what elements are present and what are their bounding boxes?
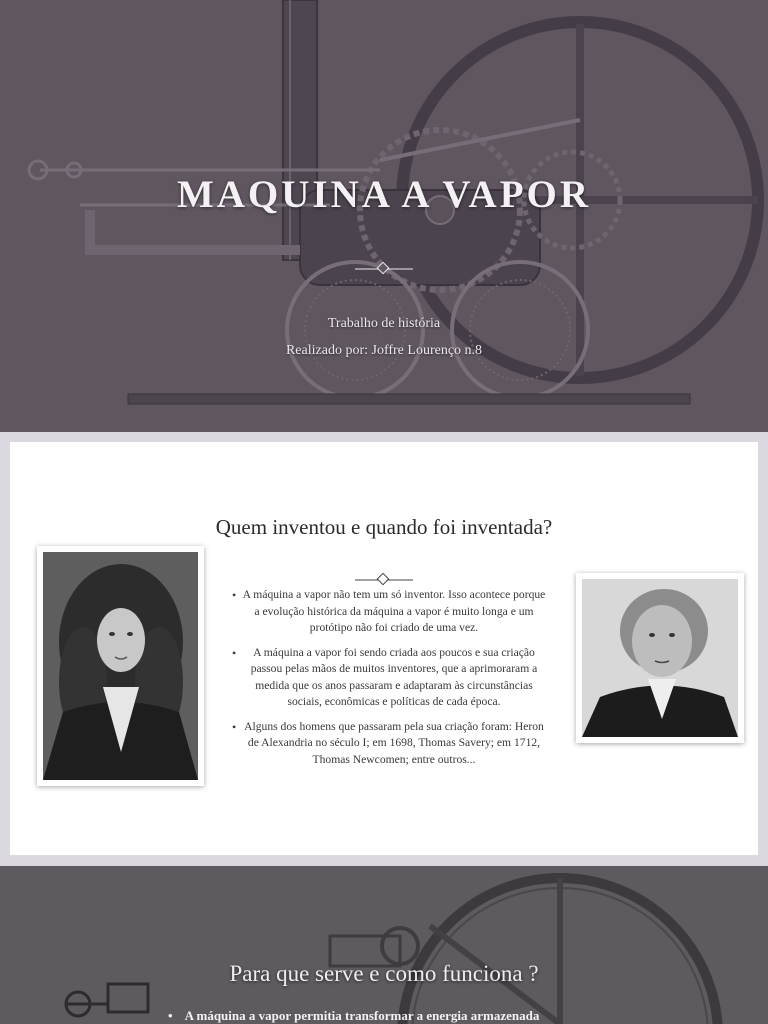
slide-heading: Para que serve e como funciona ? xyxy=(229,961,539,986)
bullet-text: A máquina a vapor permitia transformar a energia armazenada xyxy=(184,1008,540,1023)
flywheel-illustration xyxy=(0,866,768,1024)
divider-ornament xyxy=(355,262,413,276)
portrait-left xyxy=(37,546,204,786)
title-slide[interactable] xyxy=(0,0,768,432)
bullet-list xyxy=(234,587,554,776)
presentation-subtitle: Trabalho de história xyxy=(327,316,441,331)
divider-ornament xyxy=(355,573,413,587)
portrait-right xyxy=(576,573,744,743)
bullet-item: • Alguns dos homens que passaram pela sua criação foram: Heron de Alexandria no século I; em 1698, Thomas Savery; em 1712, Thomas Newcomen; entre outros... xyxy=(234,719,554,769)
bullet-item: • A máquina a vapor não tem um só inventor. Isso acontece porque a evolução histórica da máquina a vapor é muito longa e um protótipo não foi criado de uma vez. xyxy=(234,587,554,637)
inventors-slide[interactable] xyxy=(10,442,758,855)
presentation-title: MAQUINA A VAPOR xyxy=(176,173,592,216)
function-slide[interactable] xyxy=(0,866,768,1024)
bullet-item: • A máquina a vapor permitia transformar a energia armazenada xyxy=(168,1008,540,1023)
inventor-portrait-image xyxy=(43,552,198,780)
slide-heading: Quem inventou e quando foi inventada? xyxy=(215,515,553,539)
presentation-author: Realizado por: Joffre Lourenço n.8 xyxy=(285,343,483,358)
bullet-item: • A máquina a vapor foi sendo criada aos poucos e sua criação passou pelas mãos de muitos inventores, que a aprimoraram a medida que os anos passaram e adaptaram às circunstâncias sociais, econômicas e políticas de cada época. xyxy=(234,645,554,711)
inventor-portrait-image xyxy=(582,579,738,737)
